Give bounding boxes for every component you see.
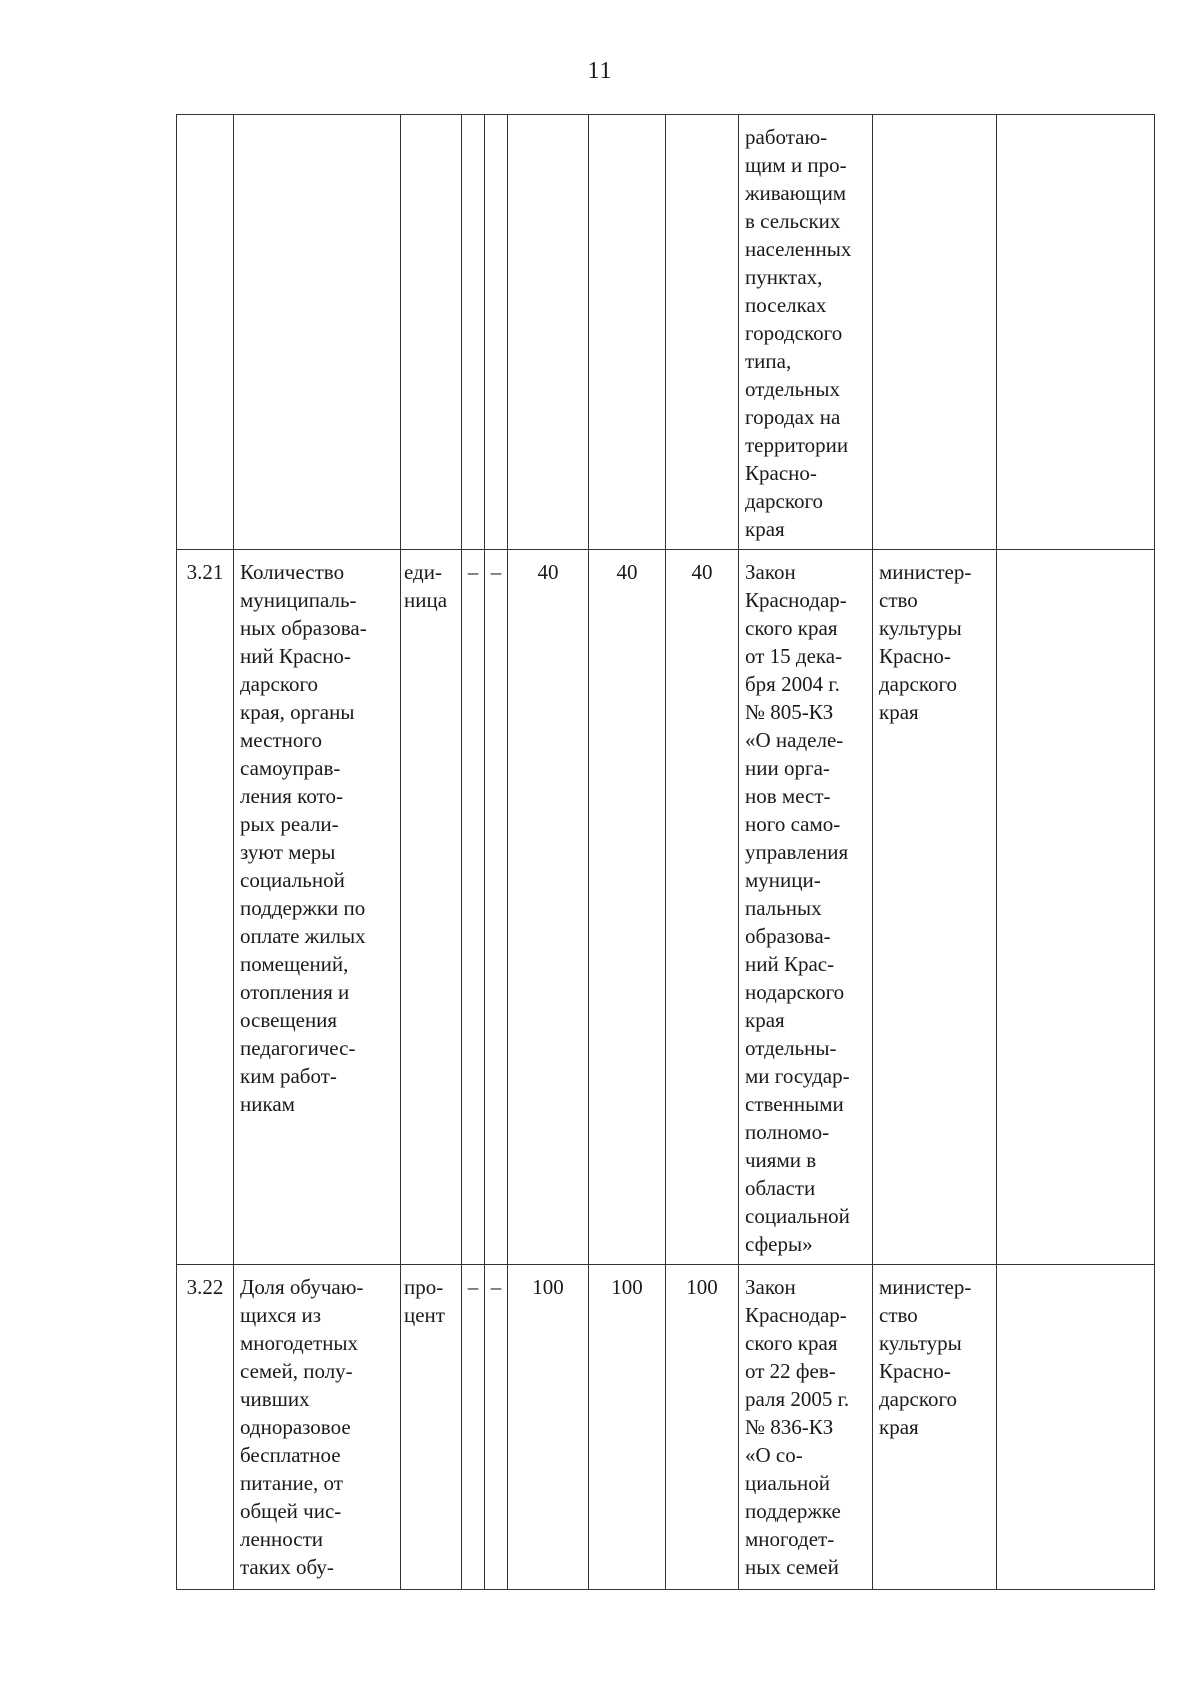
note-cell [997, 1265, 1155, 1590]
table-row [177, 1265, 1155, 1590]
dash-cell: – [462, 550, 485, 1265]
value-cell: 40 [589, 550, 666, 1265]
responsible-cell [873, 115, 997, 550]
responsible-cell: министер- ство культуры Красно- дарского края [873, 1265, 997, 1590]
legal-basis-cell: Закон Краснодар- ского края от 15 дека- бря 2004 г. № 805-КЗ «О наделе- нии орга- нов мест- ного само- управления муници- пальных образова- ний Крас- нодарского края отдельны- ми государ- ственными полномо- чиями в области социальной сферы» [739, 550, 873, 1265]
value-cell: 40 [666, 550, 739, 1265]
page-number: 11 [587, 58, 613, 84]
note-cell [997, 550, 1155, 1265]
indicator-name-cell: Количество муниципаль- ных образова- ний Красно- дарского края, органы местного самоуправ- ления кото- рых реали- зуют меры социальной поддержки по оплате жилых помещений, отопления и освещения педагогичес- ким работ- никам [234, 550, 401, 1265]
dash-cell: – [485, 1265, 508, 1590]
row-number-cell: 3.21 [177, 550, 234, 1265]
unit-cell: еди- ница [401, 550, 462, 1265]
dash-cell: – [485, 550, 508, 1265]
unit-cell [401, 115, 462, 550]
value-cell: 100 [666, 1265, 739, 1590]
indicator-name-cell [234, 115, 401, 550]
dash-cell: – [462, 1265, 485, 1590]
legal-basis-cell: работаю- щим и про- живающим в сельских населенных пунктах, поселках городского типа, отдельных городах на территории Красно- дарского края [739, 115, 873, 550]
dash-cell [485, 115, 508, 550]
unit-cell: про- цент [401, 1265, 462, 1590]
responsible-cell: министер- ство культуры Красно- дарского края [873, 550, 997, 1265]
table-row [177, 115, 1155, 550]
value-cell [589, 115, 666, 550]
value-cell [508, 115, 589, 550]
dash-cell [462, 115, 485, 550]
indicators-table [176, 114, 1155, 1590]
row-number-cell [177, 115, 234, 550]
value-cell: 100 [508, 1265, 589, 1590]
indicator-name-cell: Доля обучаю- щихся из многодетных семей, полу- чивших одноразовое бесплатное питание, от общей чис- ленности таких обу- [234, 1265, 401, 1590]
row-number-cell: 3.22 [177, 1265, 234, 1590]
table-row [177, 550, 1155, 1265]
value-cell [666, 115, 739, 550]
value-cell: 40 [508, 550, 589, 1265]
legal-basis-cell: Закон Краснодар- ского края от 22 фев- раля 2005 г. № 836-КЗ «О со- циальной поддержке многодет- ных семей [739, 1265, 873, 1590]
note-cell [997, 115, 1155, 550]
value-cell: 100 [589, 1265, 666, 1590]
